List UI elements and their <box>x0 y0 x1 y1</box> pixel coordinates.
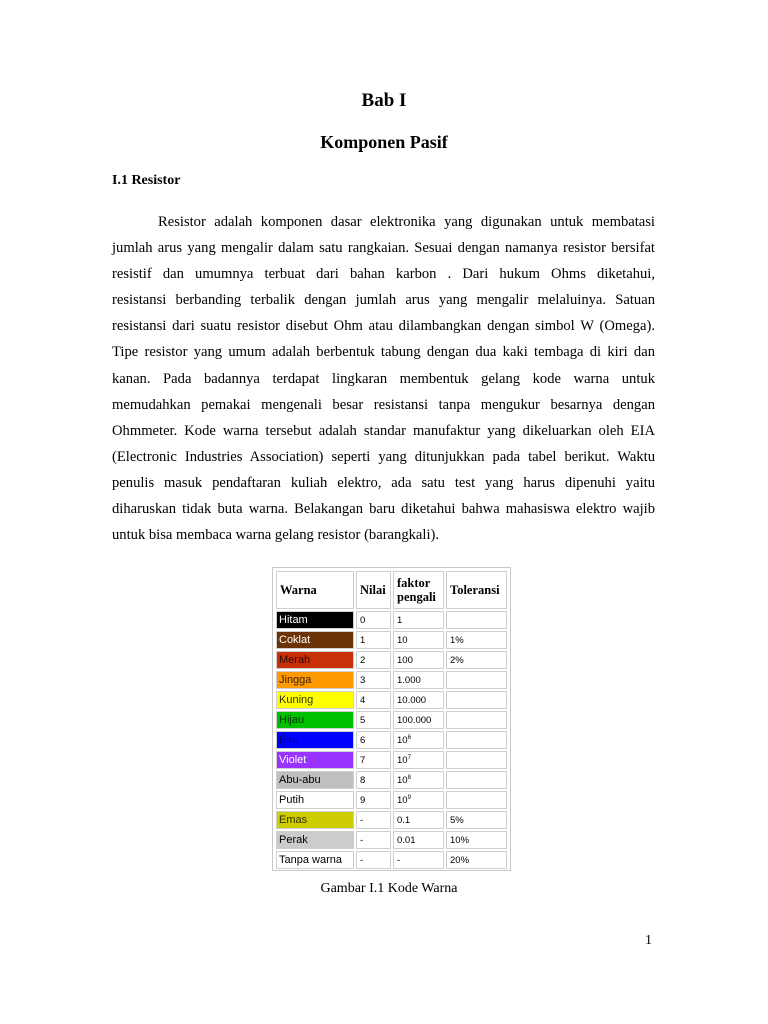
toleransi-cell <box>446 671 507 689</box>
nilai-cell: 8 <box>356 771 391 789</box>
nilai-cell: 5 <box>356 711 391 729</box>
nilai-cell: - <box>356 851 391 869</box>
paragraph-line: resistif dan umumnya terbuat dari bahan karbon . Dari hukum Ohms diketahui, <box>112 266 655 283</box>
paragraph-line: Ohmmeter. Kode warna tersebut adalah standar manufaktur yang dikeluarkan oleh EIA <box>112 422 655 439</box>
nilai-cell: 4 <box>356 691 391 709</box>
faktor-base: 10 <box>397 734 408 746</box>
paragraph-line: kanan. Pada badannya terdapat lingkaran membentuk gelang kode warna untuk <box>112 370 655 387</box>
toleransi-cell: 5% <box>446 811 507 829</box>
toleransi-cell: 20% <box>446 851 507 869</box>
paragraph-line: Resistor adalah komponen dasar elektronika yang digunakan untuk membatasi <box>158 214 655 230</box>
faktor-cell <box>393 791 444 809</box>
section-heading: I.1 Resistor <box>112 173 181 188</box>
table-row <box>276 671 507 689</box>
table-row <box>276 611 507 629</box>
toleransi-cell: 1% <box>446 631 507 649</box>
nilai-cell: 1 <box>356 631 391 649</box>
table-row <box>276 851 507 869</box>
paragraph-line: diharuskan tidak buta warna. Belakangan baru diketahui bahwa mahasiswa elektro wajib <box>112 501 655 518</box>
body-paragraph <box>112 209 655 548</box>
table-row <box>276 631 507 649</box>
paragraph-line: resistansi dari suatu resistor disebut Ohm atau dilambangkan dengan simbol W (Omega). <box>112 318 655 335</box>
paragraph-line: penulis masuk pendaftaran kuliah elektro, ada satu test yang harus dipenuhi yaitu <box>112 474 655 491</box>
nilai-cell: 0 <box>356 611 391 629</box>
nilai-cell: 7 <box>356 751 391 769</box>
nilai-cell: - <box>356 831 391 849</box>
table-row <box>276 711 507 729</box>
color-swatch-cell: Kuning <box>276 691 354 709</box>
header-warna: Warna <box>276 571 354 609</box>
color-swatch-cell: Hitam <box>276 611 354 629</box>
paragraph-line: Tipe resistor yang umum adalah berbentuk tabung dengan dua kaki tembaga di kiri dan <box>112 344 655 361</box>
toleransi-cell <box>446 711 507 729</box>
toleransi-cell <box>446 611 507 629</box>
header-nilai: Nilai <box>356 571 391 609</box>
nilai-cell: 6 <box>356 731 391 749</box>
toleransi-cell: 2% <box>446 651 507 669</box>
paragraph-line: resistansi berbanding terbalik dengan jumlah arus yang mengalir melaluinya. Satuan <box>112 292 655 309</box>
faktor-exponent: 9 <box>407 794 411 801</box>
paragraph-line: (Electronic Industries Association) seperti yang ditunjukkan pada tabel berikut. Waktu <box>112 448 655 465</box>
color-swatch-cell: Biru <box>276 731 354 749</box>
table-row <box>276 731 507 749</box>
paragraph-line: jumlah arus yang mengalir dalam satu rangkaian. Sesuai dengan namanya resistor bersifat <box>112 240 655 257</box>
faktor-cell: - <box>393 851 444 869</box>
chapter-heading: Bab I <box>361 90 407 111</box>
faktor-cell: 100 <box>393 651 444 669</box>
faktor-cell <box>393 771 444 789</box>
faktor-cell: 100.000 <box>393 711 444 729</box>
table-row <box>276 771 507 789</box>
chapter-title: Komponen Pasif <box>320 132 448 152</box>
table-row <box>276 691 507 709</box>
paragraph-line: untuk bisa membaca warna gelang resistor (barangkali). <box>112 527 440 544</box>
header-toleransi: Toleransi <box>446 571 507 609</box>
table-row <box>276 811 507 829</box>
faktor-exponent: 8 <box>407 774 411 781</box>
color-swatch-cell: Perak <box>276 831 354 849</box>
color-swatch-cell: Putih <box>276 791 354 809</box>
color-swatch-cell: Tanpa warna <box>276 851 354 869</box>
faktor-cell: 10.000 <box>393 691 444 709</box>
nilai-cell: 2 <box>356 651 391 669</box>
toleransi-cell <box>446 771 507 789</box>
faktor-exponent: 7 <box>407 754 411 761</box>
faktor-cell: 1 <box>393 611 444 629</box>
color-swatch-cell: Emas <box>276 811 354 829</box>
faktor-base: 10 <box>397 754 408 766</box>
paragraph-line: memudahkan pemakai mengenali besar resistansi tanpa mengukur besarnya dengan <box>112 396 655 413</box>
color-code-figure <box>272 567 511 871</box>
table-header-row <box>276 571 507 609</box>
color-swatch-cell: Merah <box>276 651 354 669</box>
faktor-cell: 0.01 <box>393 831 444 849</box>
table-row <box>276 651 507 669</box>
nilai-cell: 9 <box>356 791 391 809</box>
toleransi-cell <box>446 791 507 809</box>
color-swatch-cell: Hijau <box>276 711 354 729</box>
nilai-cell: - <box>356 811 391 829</box>
table-row <box>276 751 507 769</box>
color-code-table <box>274 569 509 871</box>
header-faktor-line1: faktor <box>397 576 431 590</box>
toleransi-cell <box>446 691 507 709</box>
faktor-cell: 10 <box>393 631 444 649</box>
nilai-cell: 3 <box>356 671 391 689</box>
color-swatch-cell: Coklat <box>276 631 354 649</box>
toleransi-cell: 10% <box>446 831 507 849</box>
faktor-base: 10 <box>397 794 408 806</box>
toleransi-cell <box>446 751 507 769</box>
header-faktor-line2: pengali <box>397 590 436 604</box>
faktor-cell <box>393 731 444 749</box>
faktor-cell: 1.000 <box>393 671 444 689</box>
faktor-exponent: 6 <box>407 734 411 741</box>
table-row <box>276 831 507 849</box>
color-swatch-cell: Abu-abu <box>276 771 354 789</box>
header-faktor <box>393 571 444 609</box>
color-swatch-cell: Violet <box>276 751 354 769</box>
page-number: 1 <box>645 933 652 948</box>
faktor-cell: 0.1 <box>393 811 444 829</box>
table-row <box>276 791 507 809</box>
figure-caption: Gambar I.1 Kode Warna <box>320 881 458 896</box>
toleransi-cell <box>446 731 507 749</box>
faktor-cell <box>393 751 444 769</box>
faktor-base: 10 <box>397 774 408 786</box>
color-swatch-cell: Jingga <box>276 671 354 689</box>
table-body <box>276 611 507 869</box>
